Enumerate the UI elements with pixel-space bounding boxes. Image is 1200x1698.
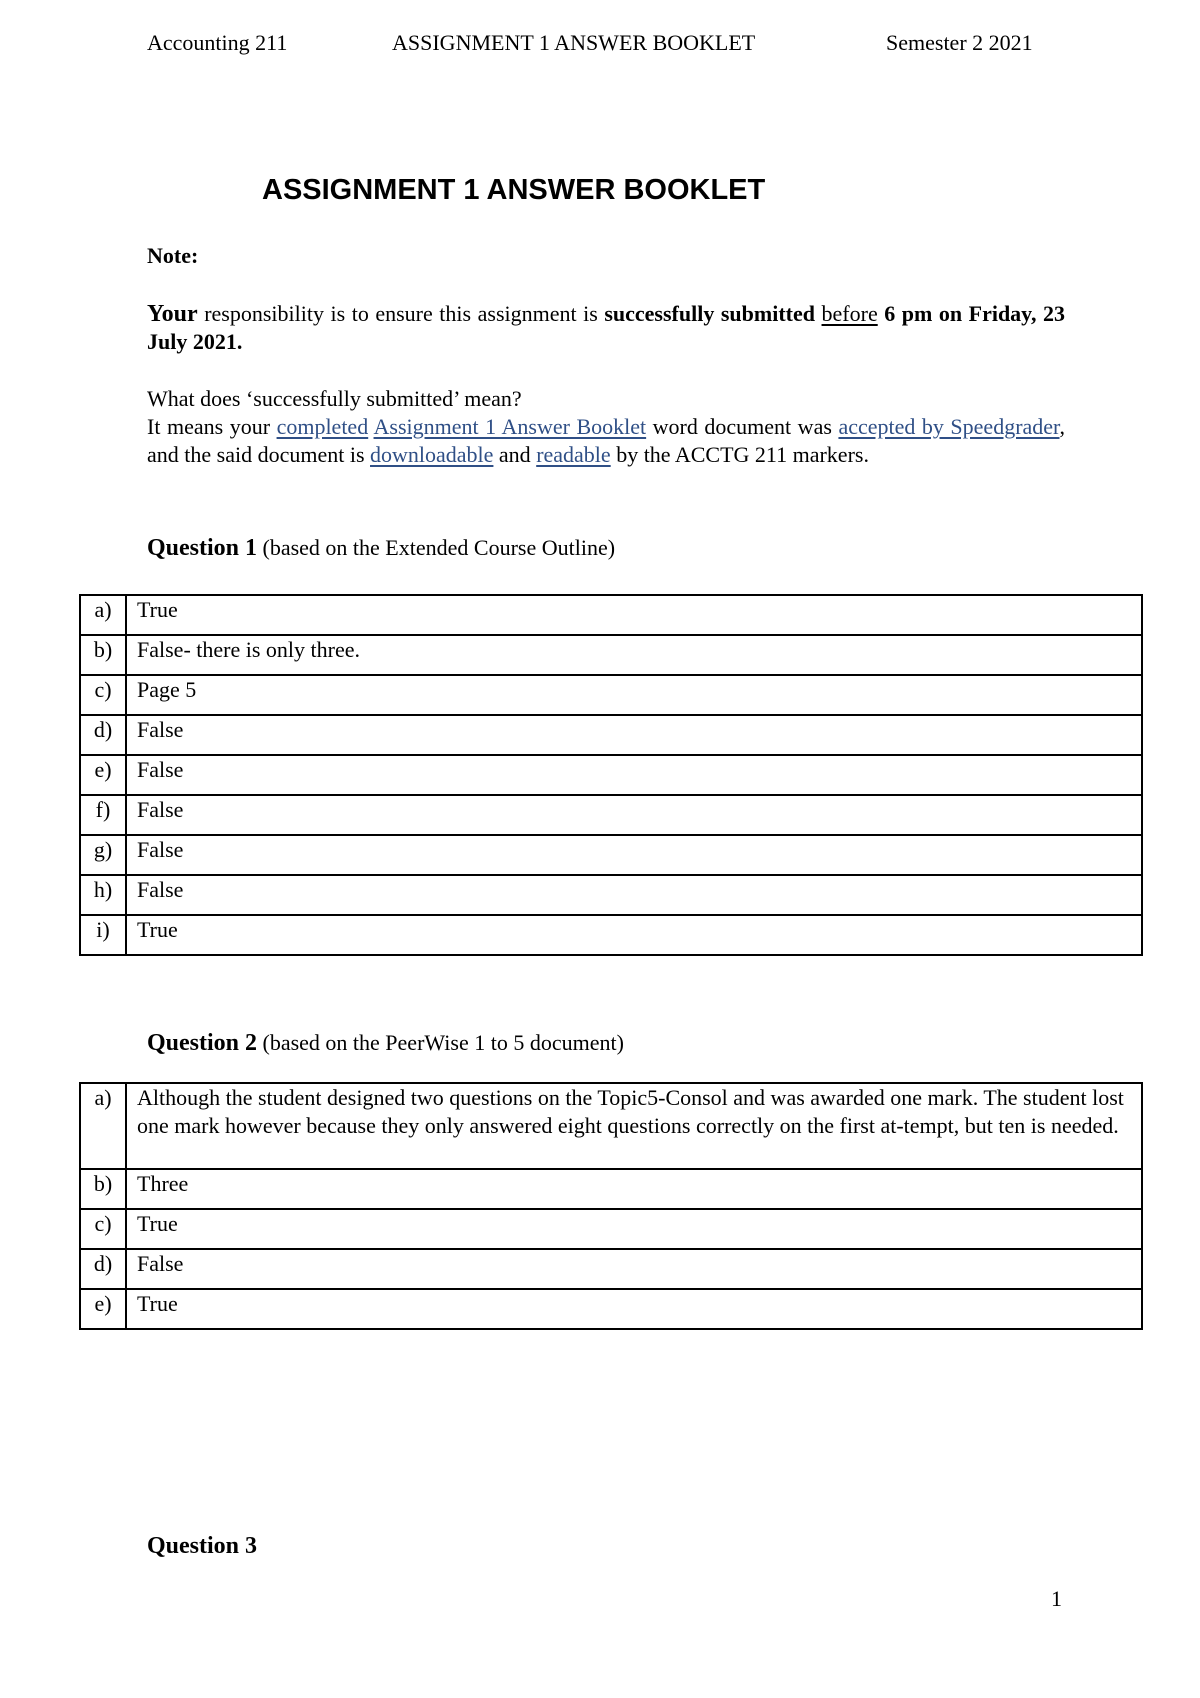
before-emphasis: before [821, 301, 878, 326]
table-row [80, 1169, 1142, 1209]
your-emphasis: Your [147, 301, 198, 327]
answer-cell: False- there is only three. [126, 635, 1142, 675]
answer-cell: True [126, 915, 1142, 955]
question-1-subtitle: (based on the Extended Course Outline) [262, 535, 616, 560]
row-label: f) [80, 795, 126, 835]
question-2-label: Question 2 [147, 1030, 258, 1056]
table-row [80, 1209, 1142, 1249]
text-run: , and the said document is [147, 414, 1065, 467]
link-downloadable[interactable]: downloadable [370, 442, 494, 467]
question-1-heading [147, 535, 615, 562]
table-row [80, 915, 1142, 955]
row-label: a) [80, 1083, 126, 1169]
table-row [80, 795, 1142, 835]
header-title: ASSIGNMENT 1 ANSWER BOOKLET [392, 30, 756, 55]
row-label: b) [80, 1169, 126, 1209]
row-label: e) [80, 1289, 126, 1329]
deadline-emphasis: 6 pm on Friday, 23 July 2021. [147, 301, 1066, 354]
table-row [80, 1249, 1142, 1289]
question-2-heading [147, 1030, 624, 1057]
answer-cell: False [126, 1249, 1142, 1289]
note-label: Note: [147, 243, 199, 268]
row-label: d) [80, 1249, 126, 1289]
text-run: responsibility is to ensure this assignment is [197, 301, 605, 326]
successfully-submitted-emphasis: successfully submitted [604, 301, 815, 326]
question-2-answer-table [79, 1082, 1143, 1330]
link-completed[interactable]: completed [276, 414, 369, 439]
answer-cell: Three [126, 1169, 1142, 1209]
answer-cell: False [126, 875, 1142, 915]
question-1-label: Question 1 [147, 535, 258, 561]
table-row [80, 635, 1142, 675]
row-label: d) [80, 715, 126, 755]
answer-cell: False [126, 715, 1142, 755]
table-row [80, 875, 1142, 915]
text-run: It means your [147, 414, 277, 439]
question-3-label: Question 3 [147, 1533, 258, 1559]
table-row [80, 595, 1142, 635]
link-readable[interactable]: readable [536, 442, 611, 467]
definition-question: What does ‘successfully submitted’ mean? [147, 386, 522, 411]
answer-cell: False [126, 795, 1142, 835]
header-semester: Semester 2 2021 [886, 30, 1033, 55]
table-row [80, 755, 1142, 795]
question-1-answer-table [79, 594, 1143, 956]
answer-cell: Page 5 [126, 675, 1142, 715]
definition-paragraph [147, 385, 1065, 469]
answer-cell: False [126, 835, 1142, 875]
row-label: i) [80, 915, 126, 955]
answer-cell: True [126, 595, 1142, 635]
text-run: word document was [646, 414, 839, 439]
link-answer-booklet[interactable]: Assignment 1 Answer Booklet [373, 414, 647, 439]
text-run: by the ACCTG 211 markers. [610, 442, 869, 467]
row-label: c) [80, 1209, 126, 1249]
answer-cell: False [126, 755, 1142, 795]
table-row [80, 675, 1142, 715]
question-3-heading [147, 1533, 257, 1560]
table-row [80, 835, 1142, 875]
row-label: e) [80, 755, 126, 795]
page-number: 1 [1051, 1586, 1062, 1611]
answer-cell: True [126, 1289, 1142, 1329]
table-row [80, 715, 1142, 755]
row-label: h) [80, 875, 126, 915]
row-label: c) [80, 675, 126, 715]
question-2-subtitle: (based on the PeerWise 1 to 5 document) [262, 1030, 624, 1055]
row-label: g) [80, 835, 126, 875]
text-run: and [493, 442, 537, 467]
row-label: a) [80, 595, 126, 635]
table-row [80, 1289, 1142, 1329]
header-course: Accounting 211 [147, 30, 288, 55]
row-label: b) [80, 635, 126, 675]
page-title: ASSIGNMENT 1 ANSWER BOOKLET [262, 174, 766, 206]
table-row [80, 1083, 1142, 1169]
link-accepted-by-speedgrader[interactable]: accepted by Speedgrader [838, 414, 1060, 439]
answer-cell: True [126, 1209, 1142, 1249]
answer-cell: Although the student designed two questions on the Topic5-Consol and was awarded one mark. The student lost one mark however because they only answered eight questions correctly on the first at-tempt, but ten is needed. [126, 1083, 1142, 1169]
responsibility-paragraph [147, 300, 1065, 356]
